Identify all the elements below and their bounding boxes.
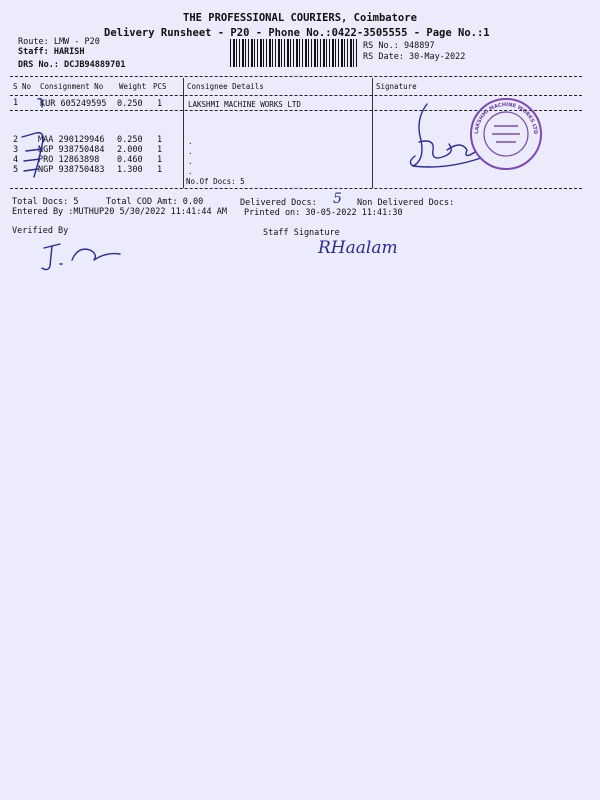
total-docs: Total Docs: 5 — [12, 197, 79, 207]
col-consignee: Consignee Details — [187, 82, 264, 91]
drs-number: DRS No.: DCJB94889701 — [18, 60, 126, 70]
row-weight: 0.460 — [117, 155, 143, 165]
rs-number: RS No.: 948897 — [363, 41, 435, 51]
svg-text:LAKSHMI MACHINE WORKS LTD: LAKSHMI MACHINE WORKS LTD — [473, 101, 539, 135]
row-weight: 0.250 — [117, 99, 143, 109]
staff-label: Staff: HARISH — [18, 47, 85, 57]
row-pcs: 1 — [157, 165, 163, 175]
col-sno: S No — [13, 82, 32, 91]
row-consignee: LAKSHMI MACHINE WORKS LTD — [188, 100, 301, 109]
handwritten-tick-marks — [18, 95, 58, 185]
row-weight: 1.300 — [117, 165, 143, 175]
runsheet-title: Delivery Runsheet - P20 - Phone No.:0422-3505555 - Page No.:1 — [104, 27, 490, 39]
col-signature: Signature — [376, 82, 417, 91]
no-of-docs: No.Of Docs: 5 — [186, 177, 245, 186]
total-cod: Total COD Amt: 0.00 — [106, 197, 204, 207]
company-title: THE PROFESSIONAL COURIERS, Coimbatore — [183, 12, 417, 24]
route-label: Route: LMW - P20 — [18, 37, 100, 47]
entered-by: Entered By :MUTHUP20 5/30/2022 11:41:44 AM — [12, 207, 227, 217]
row-consignment: NGP 938750483 — [38, 165, 105, 175]
signature-separator — [372, 78, 373, 188]
barcode — [230, 39, 358, 67]
row-consignee: . — [188, 157, 193, 166]
verified-by-label: Verified By — [12, 226, 69, 236]
staff-signature-label: Staff Signature — [263, 228, 340, 238]
row-weight: 0.250 — [117, 135, 143, 145]
delivered-count-handwritten: 5 — [333, 191, 342, 207]
table-top-rule — [10, 76, 582, 77]
row-consignment: PRO 12863898 — [38, 155, 100, 165]
row-sno: 1 — [13, 98, 19, 108]
row-sno: 4 — [13, 155, 19, 165]
row-consignee: . — [188, 167, 193, 176]
row-consignment: NGP 938750484 — [38, 145, 105, 155]
row-weight: 2.000 — [117, 145, 143, 155]
verifier-signature — [38, 238, 128, 274]
row-pcs: 1 — [157, 155, 163, 165]
col-pcs: PCS — [153, 82, 167, 91]
non-delivered-docs: Non Delivered Docs: — [357, 198, 455, 208]
row-pcs: 1 — [157, 135, 163, 145]
printed-on: Printed on: 30-05-2022 11:41:30 — [244, 208, 403, 218]
row-consignee: . — [188, 137, 193, 146]
delivered-docs: Delivered Docs: — [240, 198, 317, 208]
row-consignment: MAA 290129946 — [38, 135, 105, 145]
row-sno: 5 — [13, 165, 19, 175]
col-consignment: Consignment No — [40, 82, 104, 91]
consignee-separator — [183, 78, 184, 188]
table-bottom-rule — [10, 188, 582, 189]
row-sno: 2 — [13, 135, 19, 145]
row-pcs: 1 — [157, 145, 163, 155]
row-sno: 3 — [13, 145, 19, 155]
rs-date: RS Date: 30-May-2022 — [363, 52, 466, 62]
staff-signature-handwritten: RHaalam — [318, 238, 398, 258]
row-consignee: . — [188, 147, 193, 156]
company-stamp — [468, 96, 544, 172]
row-pcs: 1 — [157, 99, 163, 109]
col-weight: Weight — [119, 82, 147, 91]
row-consignment: KUR 605249595 — [40, 99, 107, 109]
